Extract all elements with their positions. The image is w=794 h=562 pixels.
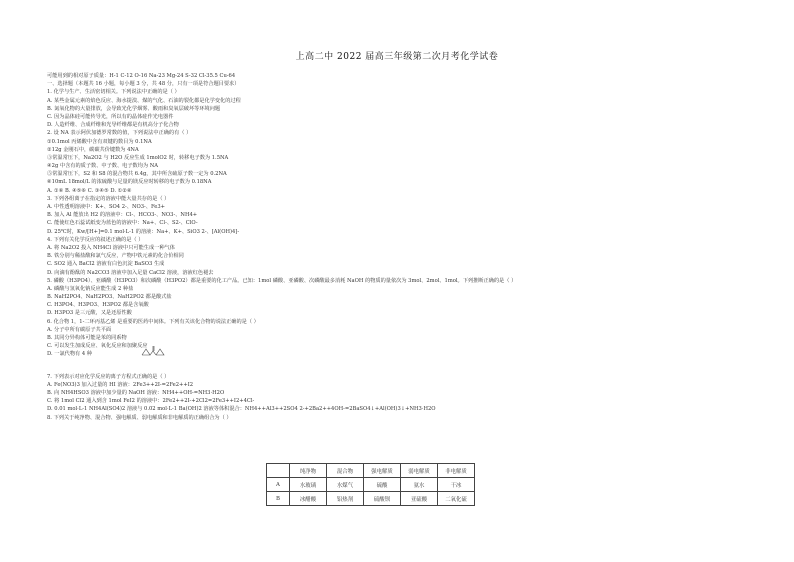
table-cell: A	[267, 478, 290, 492]
question-text-line: 5. 磷酸（H3PO4）、亚磷酸（H3PO3）和次磷酸（H3PO2）都是重要的化工产品。已知：1mol 磷酸、亚磷酸、次磷酸最多消耗 NaOH 的物质的量依次为 3mol、2mol、1mol。下列推断正确的是（ ）	[47, 277, 517, 284]
table-cell: 硫酸	[364, 478, 401, 492]
table-cell: 水玻璃	[290, 478, 327, 492]
question-text-line: B. 铁分别与稀盐酸和氯气反应，产物中铁元素的化合价相同	[47, 253, 184, 260]
question-text-line: A. 中性透明溶液中：K+、SO4 2-、NO3-、Fe3+	[47, 204, 166, 210]
question-text-line: C. 将 1mol Cl2 通入到含 1mol FeI2 的溶液中：2Fe2++2I-+2Cl2=2Fe3++I2+4Cl-	[47, 398, 255, 405]
table-cell: B	[267, 492, 290, 506]
question-text-line: D. 25℃时，Kw/[H+]=0.1 mol·L-1 的溶液：Na+、K+、SiO3 2-、[Al(OH)4]-	[47, 228, 240, 235]
question-8-table	[266, 463, 475, 506]
dicyclopropylethylene-structure	[141, 345, 165, 359]
question-text-line: A. ①⑥ B. ④⑤⑥ C. ③④⑤ D. ①②⑥	[47, 187, 132, 194]
question-text-line: 8. 下列关于纯净物、混合物、强电解质、弱电解质和非电解质的正确组合为（ ）	[47, 414, 232, 421]
exam-title: 上高二中 2022 届高三年级第二次月考化学试卷	[295, 52, 499, 62]
question-text-line: ⑤常温常压下，S2 和 S8 的混合物共 6.4g，其中所含硫原子数一定为 0.2NA	[47, 171, 227, 178]
table-cell: 干冰	[438, 478, 475, 492]
table-cell: 水煤气	[327, 478, 364, 492]
question-text-line: ①0.1mol 丙烯酸中含有双键的数目为 0.1NA	[47, 138, 152, 145]
question-text-line: B. 加入 Al 能放出 H2 的溶液中：Cl-、HCO3-、NO3-、NH4+	[47, 212, 198, 219]
table-row	[267, 478, 475, 492]
question-text-line: B. NaH2PO4、NaH2PO3、NaH2PO2 都是酸式盐	[47, 294, 172, 301]
table-cell: 硫酸钡	[364, 492, 401, 506]
question-text-line: C. 可以发生加成反应、氧化反应和加聚反应	[47, 343, 148, 350]
table-header-row	[267, 464, 475, 478]
question-text-line: A. Fe(NO3)3 加入过量的 HI 溶液：2Fe3++2I-=2Fe2++I2	[47, 381, 194, 388]
table-cell: 纯净物	[290, 464, 327, 478]
question-text-line: 可能用到的相对原子质量：H-1 C-12 O-16 Na-23 Mg-24 S-32 Cl-35.5 Cu-64	[47, 73, 236, 79]
question-text-line: ⑥10mL 18mol/L 的浓硫酸与足量的镁反应时转移的电子数为 0.18NA	[47, 179, 212, 186]
question-text-line: A. 某些金属元素的焰色反应、海水提溴、煤的气化、石油的裂化都是化学变化的过程	[47, 97, 241, 104]
question-text-line: ④2g 中含有的质子数、中子数、电子数均为 NA	[47, 163, 159, 170]
question-text-line: A. 将 Na2O2 投入 NH4Cl 溶液中只可能生成一种气体	[47, 244, 175, 251]
table-cell: 混合物	[327, 464, 364, 478]
table-cell	[267, 464, 290, 478]
question-text-line: D. H3PO3 是三元酸，又是还原性酸	[47, 310, 132, 317]
question-text-line: D. 一氯代物有 4 种	[47, 351, 92, 358]
table-cell: 非电解质	[438, 464, 475, 478]
question-text-line: B. 其同分异构体可能是苯的同系物	[47, 335, 127, 341]
question-text-line: 1. 化学与生产、生活密切相关。下列说法中正确的是（ ）	[47, 89, 180, 96]
table-cell: 亚硫酸	[401, 492, 438, 506]
question-text-line: C. SO2 通入 BaCl2 溶液有白色沉淀 BaSO3 生成	[47, 261, 165, 268]
question-text-line: C. 能使红色石蕊试纸变为蓝色的溶液中：Na+、Cl-、S2-、ClO-	[47, 220, 198, 227]
question-text-line: 4. 下列有关化学反应的叙述正确的是（ ）	[47, 236, 144, 243]
question-text-line: D. 0.01 mol·L-1 NH4Al(SO4)2 溶液与 0.02 mol·L-1 Ba(OH)2 溶液等体积混合：NH4++Al3++2SO4 2-+2Ba2++4OH-=2BaSO4↓+Al(OH)3↓+NH3·H2O	[47, 406, 436, 413]
question-text-line: B. 氮氧化物的大量排放，会导致光化学烟雾、酸雨和臭氧层破坏等环境问题	[47, 105, 221, 112]
table-row	[267, 492, 475, 506]
question-body	[47, 72, 767, 422]
question-text-line: 3. 下列各组离子在指定的溶液中能大量共存的是（ ）	[47, 195, 170, 202]
table-cell: 氨水	[401, 478, 438, 492]
question-text-line: 一、选择题（本题共 16 小题，每小题 3 分，共 48 分，只有一项是符合题目要求）	[47, 81, 240, 88]
question-text-line: C. 因为晶体硅可能传导光，所以有的晶体硅作光电器件	[47, 113, 174, 120]
question-text-line: A. 磷酸与氢氧化钠反应能生成 2 种盐	[47, 285, 134, 292]
question-text-line: D. 人造纤维、合成纤维和光导纤维都是有机高分子化合物	[47, 122, 179, 129]
table-cell: 弱电解质	[401, 464, 438, 478]
question-text-line: 6. 化合物 1，1-二环丙基乙烯 是重要的医药中间体。下列有关该化合物的说法正确的是（ ）	[47, 318, 259, 325]
table-cell: 二氧化硫	[438, 492, 475, 506]
question-text-line: D. 向滴有酚酞的 Na2CO3 溶液中加入足量 CaCl2 溶液，溶液红色褪去	[47, 269, 214, 276]
table-cell: 强电解质	[364, 464, 401, 478]
question-text-line: ③常温常压下，Na2O2 与 H2O 反应生成 1molO2 时，转移电子数为 1.5NA	[47, 154, 229, 161]
question-text-line: 2. 设 NA 表示阿伏加德罗常数的值，下列说法中正确的有（ ）	[47, 130, 192, 137]
question-text-line: C. H3PO4、H3PO3、H3PO2 都是含氧酸	[47, 302, 149, 309]
table-cell: 铝热剂	[327, 492, 364, 506]
question-text-line: ②12g 金刚石中，碳碳共价键数为 4NA	[47, 146, 139, 153]
question-text-line: B. 向 NH4HSO3 溶液中加少量的 NaOH 溶液：NH4++OH-=NH3·H2O	[47, 389, 225, 396]
question-text-line: 7. 下列表示对应化学反应的离子方程式正确的是（ ）	[47, 373, 170, 380]
table-cell: 冰醋酸	[290, 492, 327, 506]
question-text-line: A. 分子中所有碳原子共平面	[47, 326, 112, 333]
